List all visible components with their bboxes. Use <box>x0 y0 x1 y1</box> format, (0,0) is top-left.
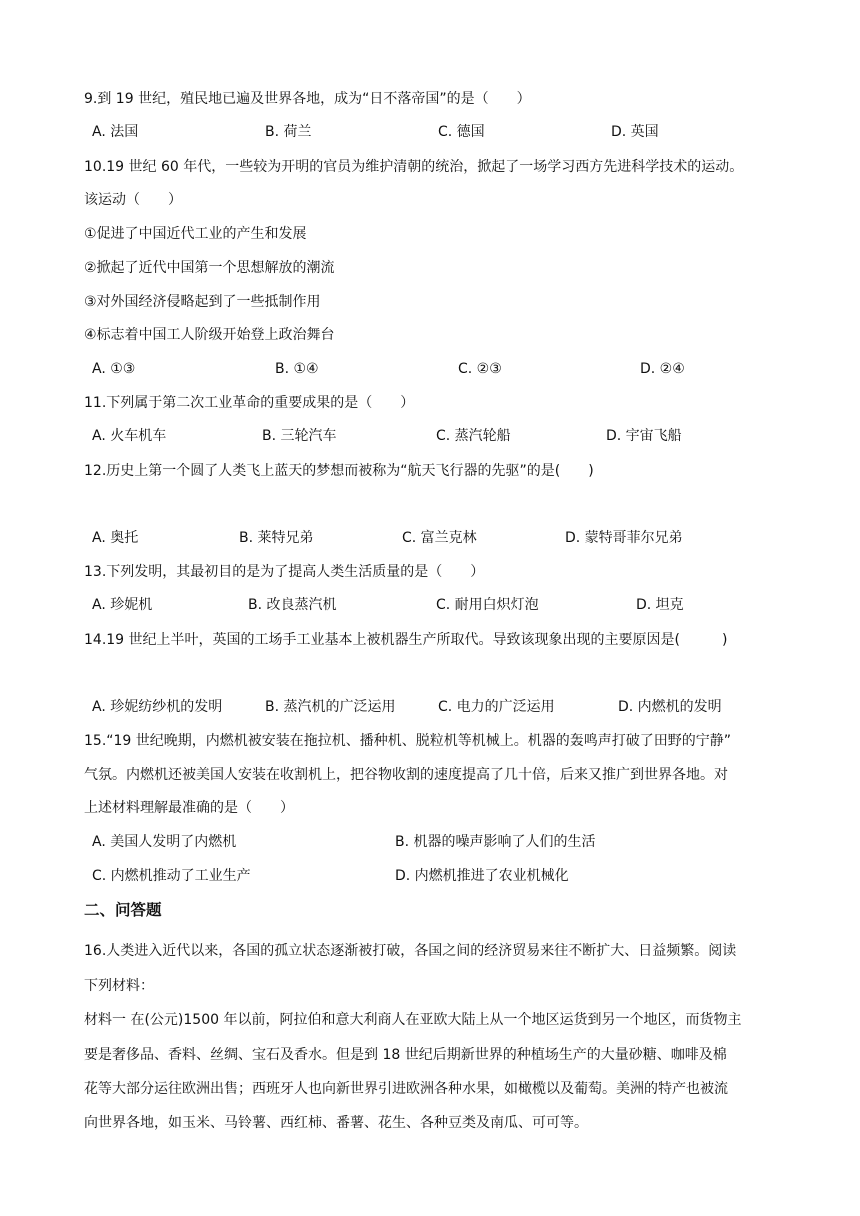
question-13-option-a: A. 珍妮机 <box>92 597 153 613</box>
question-10-option-d: D. ②④ <box>640 361 685 377</box>
question-11-option-a: A. 火车机车 <box>92 428 167 444</box>
question-14-option-b: B. 蒸汽机的广泛运用 <box>265 699 396 715</box>
question-10-item-1: ①促进了中国近代工业的产生和发展 <box>84 226 307 242</box>
question-16-stem-line-2: 下列材料： <box>84 978 154 994</box>
question-13-option-b: B. 改良蒸汽机 <box>248 597 337 613</box>
question-13-option-c: C. 耐用白炽灯泡 <box>436 597 539 613</box>
question-11-option-c: C. 蒸汽轮船 <box>436 428 511 444</box>
question-9-option-b: B. 荷兰 <box>265 124 312 140</box>
question-14-stem: 14.19 世纪上半叶，英国的工场手工业基本上被机器生产所取代。导致该现象出现的主要原因是( ) <box>84 632 728 648</box>
question-16-material-line-1: 材料一 在(公元)1500 年以前，阿拉伯和意大利商人在亚欧大陆上从一个地区运货到另一个地区，而货物主 <box>84 1012 742 1028</box>
question-9-stem: 9.到 19 世纪，殖民地已遍及世界各地，成为“日不落帝国”的是（ ） <box>84 91 531 107</box>
question-10-option-b: B. ①④ <box>275 361 319 377</box>
question-15-option-c: C. 内燃机推动了工业生产 <box>92 868 251 884</box>
question-9-option-d: D. 英国 <box>611 124 659 140</box>
question-12-option-d: D. 蒙特哥菲尔兄弟 <box>565 530 683 546</box>
question-15-stem-line-1: 15.“19 世纪晚期，内燃机被安装在拖拉机、播种机、脱粒机等机械上。机器的轰鸣声打破了田野的宁静” <box>84 733 732 749</box>
question-15-option-b: B. 机器的噪声影响了人们的生活 <box>395 834 596 850</box>
question-13-option-d: D. 坦克 <box>636 597 684 613</box>
question-15-option-a: A. 美国人发明了内燃机 <box>92 834 237 850</box>
question-16-material-line-4: 向世界各地，如玉米、马铃薯、西红柿、番薯、花生、各种豆类及南瓜、可可等。 <box>84 1115 588 1131</box>
question-10-option-c: C. ②③ <box>458 361 502 377</box>
question-10-item-2: ②掀起了近代中国第一个思想解放的潮流 <box>84 260 335 276</box>
question-12-option-b: B. 莱特兄弟 <box>239 530 314 546</box>
question-11-option-b: B. 三轮汽车 <box>262 428 337 444</box>
question-10-stem-line-2: 该运动（ ） <box>84 192 182 208</box>
question-16-material-line-2: 要是奢侈品、香料、丝绸、宝石及香水。但是到 18 世纪后期新世界的种植场生产的大量砂糖、咖啡及棉 <box>84 1047 727 1063</box>
question-9-option-c: C. 德国 <box>438 124 485 140</box>
question-13-stem: 13.下列发明，其最初目的是为了提高人类生活质量的是（ ） <box>84 564 485 580</box>
section-2-heading: 二、问答题 <box>84 901 162 919</box>
question-12-option-a: A. 奥托 <box>92 530 139 546</box>
question-12-option-c: C. 富兰克林 <box>402 530 477 546</box>
question-16-stem-line-1: 16.人类进入近代以来，各国的孤立状态逐渐被打破，各国之间的经济贸易来往不断扩大、日益频繁。阅读 <box>84 943 737 959</box>
question-11-stem: 11.下列属于第二次工业革命的重要成果的是（ ） <box>84 395 415 411</box>
question-14-option-a: A. 珍妮纺纱机的发明 <box>92 699 223 715</box>
question-10-item-3: ③对外国经济侵略起到了一些抵制作用 <box>84 294 321 310</box>
question-10-option-a: A. ①③ <box>92 361 136 377</box>
question-11-option-d: D. 宇宙飞船 <box>606 428 682 444</box>
question-15-stem-line-2: 气氛。内燃机还被美国人安装在收割机上，把谷物收割的速度提高了几十倍，后来又推广到世界各地。对 <box>84 767 728 783</box>
question-14-option-d: D. 内燃机的发明 <box>618 699 722 715</box>
question-16-material-line-3: 花等大部分运往欧洲出售；西班牙人也向新世界引进欧洲各种水果，如橄榄以及葡萄。美洲的特产也被流 <box>84 1081 728 1097</box>
question-10-stem-line-1: 10.19 世纪 60 年代，一些较为开明的官员为维护清朝的统治，掀起了一场学习西方先进科学技术的运动。 <box>84 159 744 175</box>
question-15-option-d: D. 内燃机推进了农业机械化 <box>395 868 569 884</box>
question-12-stem: 12.历史上第一个圆了人类飞上蓝天的梦想而被称为“航天飞行器的先驱”的是( ) <box>84 463 594 479</box>
question-14-option-c: C. 电力的广泛运用 <box>438 699 555 715</box>
question-10-item-4: ④标志着中国工人阶级开始登上政治舞台 <box>84 327 335 343</box>
question-15-stem-line-3: 上述材料理解最准确的是（ ） <box>84 800 294 816</box>
question-9-option-a: A. 法国 <box>92 124 139 140</box>
